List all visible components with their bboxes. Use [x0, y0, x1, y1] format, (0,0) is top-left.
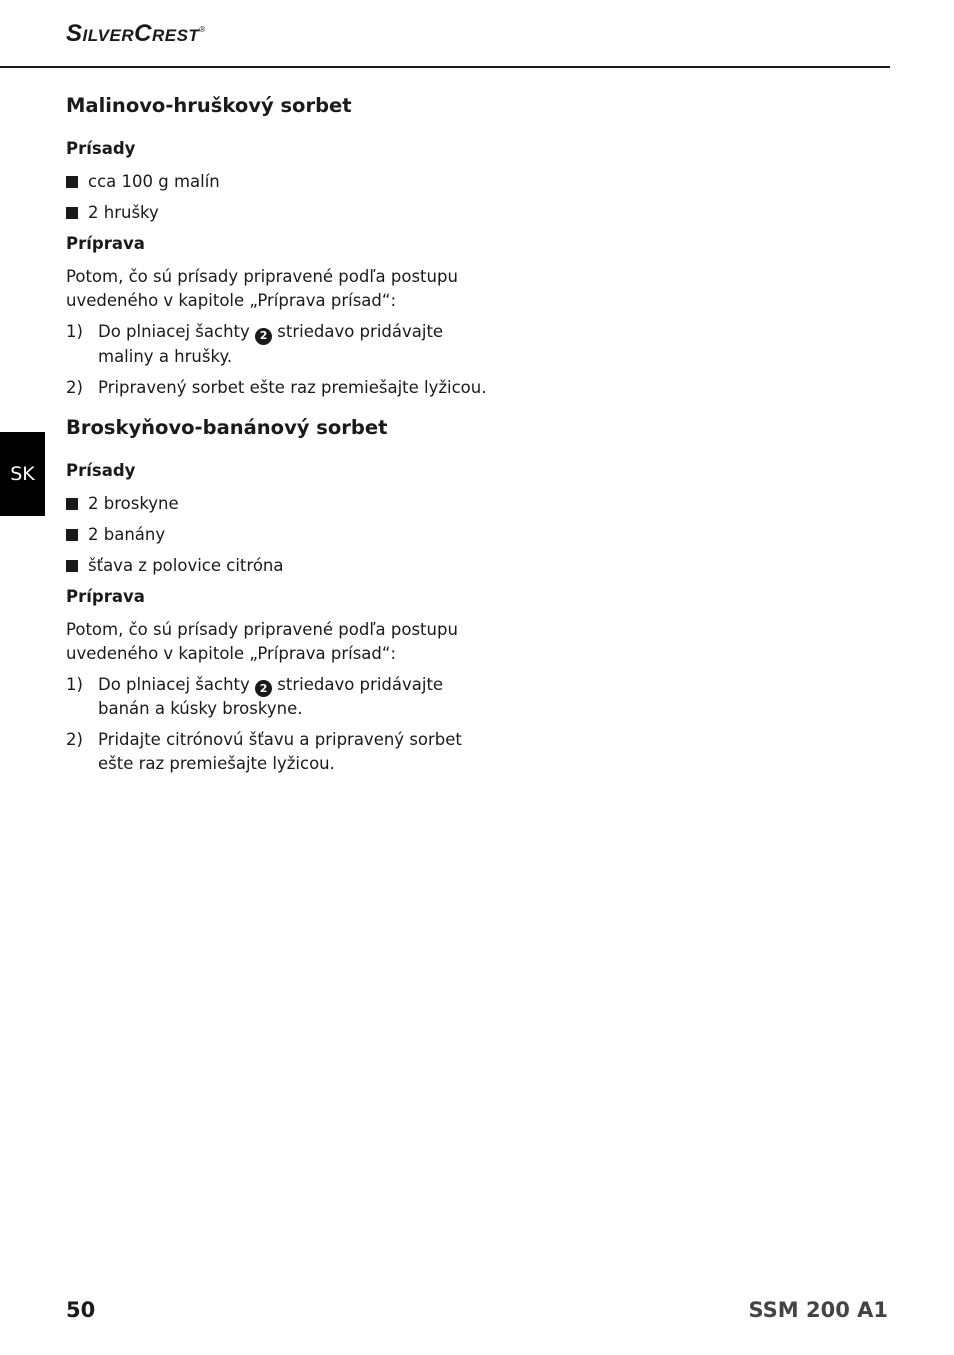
model-number: SSM 200 A1	[748, 1298, 888, 1322]
steps-list	[66, 673, 486, 777]
ingredients-heading: Prísady	[66, 139, 136, 158]
header-divider	[0, 66, 890, 68]
step-number: 2)	[66, 730, 83, 749]
recipe-title: Broskyňovo-banánový sorbet	[66, 415, 388, 439]
recipe-title: Malinovo-hruškový sorbet	[66, 94, 352, 117]
preparation-intro: Potom, čo sú prísady pripravené podľa postupu uvedeného v kapitole „Príprava prísad“:	[66, 267, 458, 310]
list-item	[66, 492, 486, 516]
ingredient-text: cca 100 g malín	[88, 172, 220, 191]
ingredients-heading: Prísady	[66, 460, 136, 480]
registered-mark: ®	[199, 25, 206, 34]
ingredients-list	[66, 492, 486, 578]
preparation-heading: Príprava	[66, 234, 145, 253]
bullet-square-icon	[66, 529, 78, 541]
list-item	[66, 201, 486, 225]
step-text-part: Do plniacej šachty	[98, 322, 250, 341]
step-text	[98, 673, 486, 722]
step-number: 1)	[66, 674, 83, 694]
step-text: Pridajte citrónovú šťavu a pripravený sorbet ešte raz premiešajte lyžicou.	[98, 730, 462, 773]
list-item	[66, 554, 486, 578]
step-text-part: striedavo pridávajte banán a kúsky broskyne.	[98, 674, 444, 718]
recipe-section	[66, 92, 486, 400]
step-text-part: Do plniacej šachty	[98, 674, 250, 694]
bullet-square-icon	[66, 176, 78, 188]
ingredient-text: šťava z polovice citróna	[88, 555, 284, 575]
brand-logo	[66, 20, 206, 48]
preparation-intro: Potom, čo sú prísady pripravené podľa postupu uvedeného v kapitole „Príprava prísad“:	[66, 619, 458, 663]
preparation-heading: Príprava	[66, 586, 145, 606]
ingredient-text: 2 broskyne	[88, 493, 179, 513]
step-item	[66, 320, 486, 369]
step-item	[66, 376, 486, 400]
page-number: 50	[66, 1298, 96, 1322]
bullet-square-icon	[66, 498, 78, 510]
ingredient-text: 2 hrušky	[88, 203, 159, 222]
list-item	[66, 170, 486, 194]
step-number: 1)	[66, 322, 83, 341]
step-item	[66, 728, 486, 776]
brand-name: SilverCrest	[66, 20, 200, 47]
step-text	[98, 320, 486, 369]
list-item	[66, 523, 486, 547]
ingredient-text: 2 banány	[88, 524, 166, 544]
page-content	[66, 92, 486, 790]
step-text: Pripravený sorbet ešte raz premiešajte lyžicou.	[98, 377, 487, 397]
step-number: 2)	[66, 377, 83, 397]
step-item	[66, 673, 486, 722]
bullet-square-icon	[66, 207, 78, 219]
part-number-2-icon: 2	[255, 680, 272, 697]
recipe-section	[66, 414, 486, 777]
ingredients-list	[66, 170, 486, 225]
step-text-part: striedavo pridávajte maliny a hrušky.	[98, 322, 444, 366]
bullet-square-icon	[66, 560, 78, 572]
language-tab: SK	[0, 432, 45, 516]
steps-list	[66, 320, 486, 400]
part-number-2-icon: 2	[255, 328, 272, 345]
